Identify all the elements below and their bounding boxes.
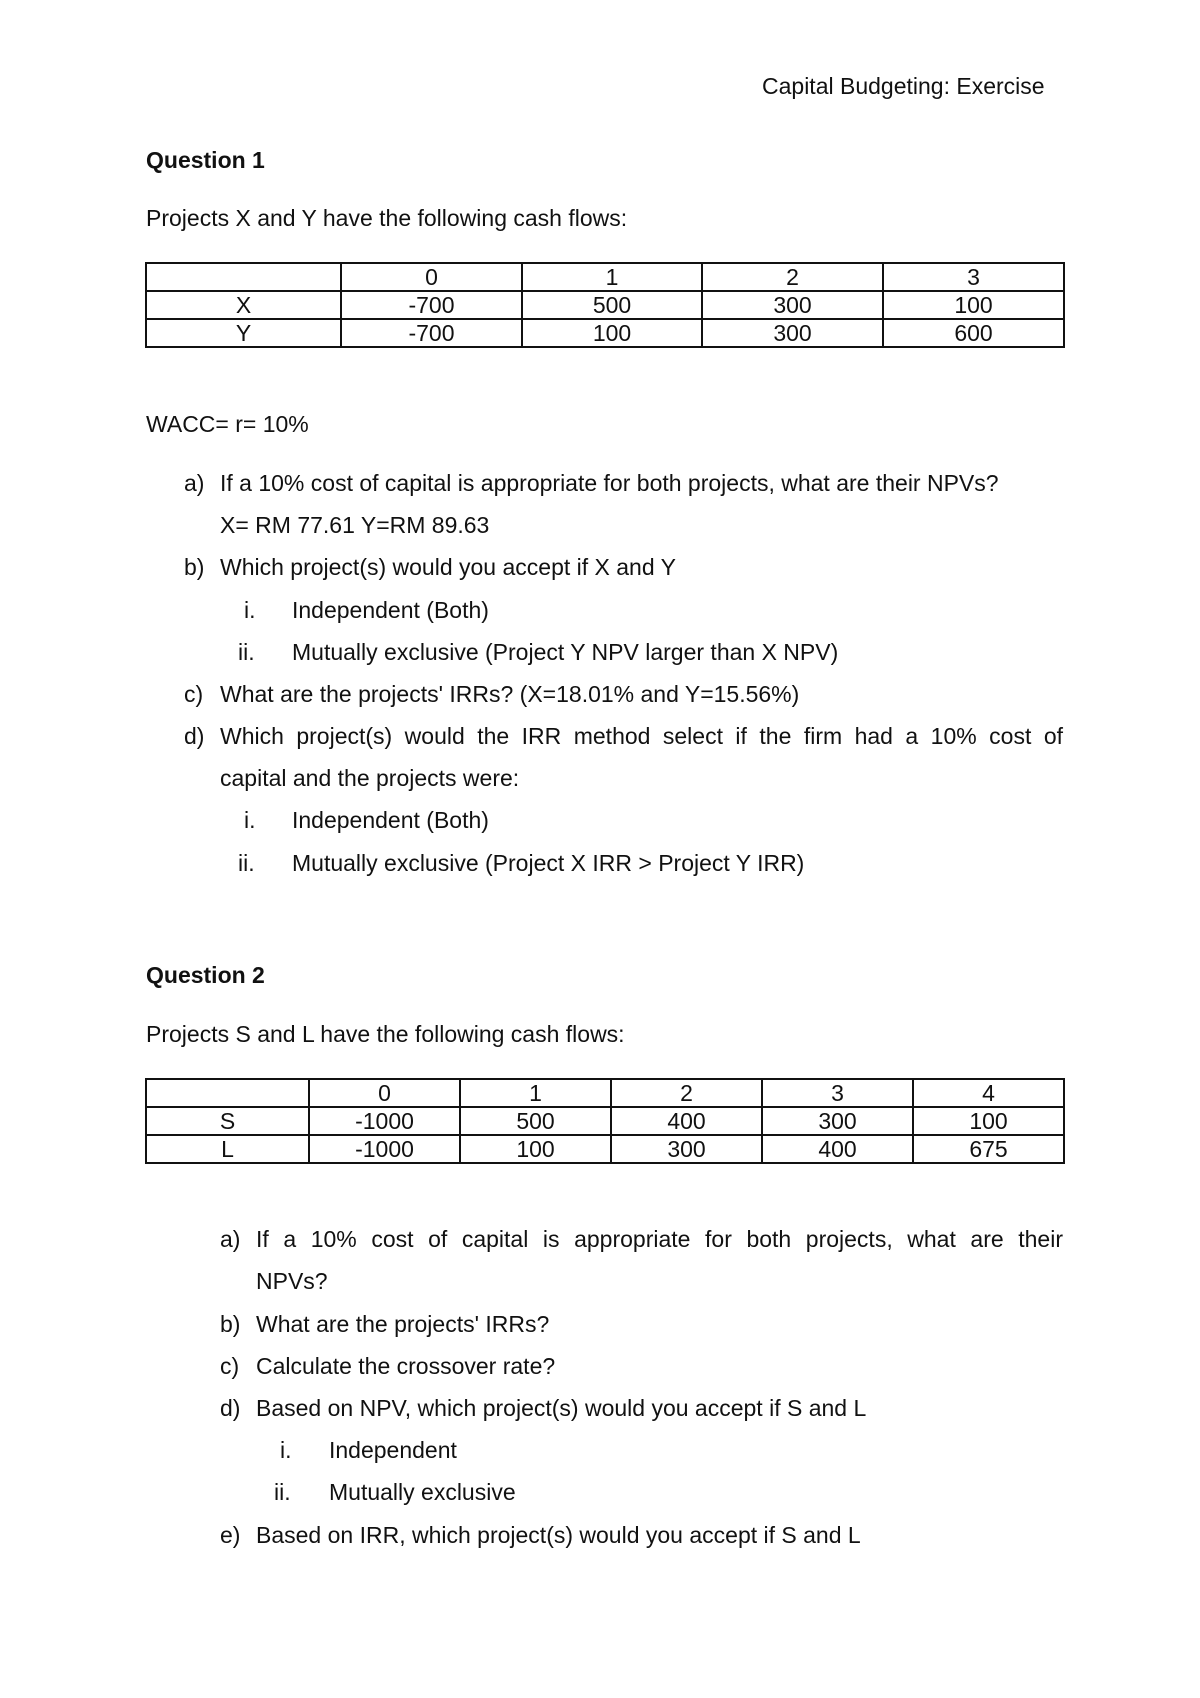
q1-d-ii-text: Mutually exclusive (Project X IRR > Project Y IRR) — [292, 850, 805, 876]
table-cell: 500 — [522, 291, 702, 319]
table-cell: 100 — [522, 319, 702, 347]
table-row — [146, 291, 1064, 319]
q2-intro: Projects S and L have the following cash flows: — [146, 1021, 625, 1047]
q1-a-answer: X= RM 77.61 Y=RM 89.63 — [220, 512, 490, 538]
q2-c-label: c) — [220, 1353, 240, 1379]
q1-b-i-label: i. — [244, 597, 256, 623]
q1-wacc: WACC= r= 10% — [146, 411, 309, 437]
table-cell: 675 — [913, 1135, 1064, 1163]
table-cell — [146, 263, 341, 291]
q1-a-text: If a 10% cost of capital is appropriate for both projects, what are their NPVs? — [220, 470, 999, 496]
q2-d-ii-text: Mutually exclusive — [329, 1479, 516, 1505]
q1-d-ii-label: ii. — [238, 850, 255, 876]
q2-a-label: a) — [220, 1226, 241, 1252]
q2-d-label: d) — [220, 1395, 241, 1421]
table-cell: 400 — [611, 1107, 762, 1135]
table-cell — [146, 1079, 309, 1107]
q1-b-text: Which project(s) would you accept if X and Y — [220, 554, 676, 580]
table-cell: X — [146, 291, 341, 319]
q1-d-i-label: i. — [244, 807, 256, 833]
q2-b-label: b) — [220, 1311, 241, 1337]
page-header-title: Capital Budgeting: Exercise — [762, 73, 1045, 99]
table-cell: 4 — [913, 1079, 1064, 1107]
table-cell: 0 — [309, 1079, 460, 1107]
q2-d-i-label: i. — [280, 1437, 292, 1463]
table-cell: 100 — [913, 1107, 1064, 1135]
table-cell: 0 — [341, 263, 522, 291]
q2-a-text-line1: If a 10% cost of capital is appropriate for both projects, what are their — [256, 1226, 1063, 1252]
table-cell: 1 — [522, 263, 702, 291]
table-cell: 300 — [611, 1135, 762, 1163]
q2-cashflow-table — [145, 1078, 1065, 1164]
table-row — [146, 319, 1064, 347]
table-cell: S — [146, 1107, 309, 1135]
q1-intro: Projects X and Y have the following cash flows: — [146, 205, 628, 231]
table-cell: 400 — [762, 1135, 913, 1163]
q2-e-text: Based on IRR, which project(s) would you accept if S and L — [256, 1522, 861, 1548]
table-header-row — [146, 1079, 1064, 1107]
table-cell: 300 — [702, 319, 883, 347]
table-header-row — [146, 263, 1064, 291]
q1-heading: Question 1 — [146, 147, 265, 173]
q2-d-ii-label: ii. — [274, 1479, 291, 1505]
table-cell: 100 — [460, 1135, 611, 1163]
table-cell: -1000 — [309, 1135, 460, 1163]
q2-d-text: Based on NPV, which project(s) would you accept if S and L — [256, 1395, 867, 1421]
q1-d-i-text: Independent (Both) — [292, 807, 489, 833]
table-cell: 600 — [883, 319, 1064, 347]
q2-c-text: Calculate the crossover rate? — [256, 1353, 556, 1379]
q1-b-ii-text: Mutually exclusive (Project Y NPV larger than X NPV) — [292, 639, 839, 665]
q1-c-label: c) — [184, 681, 204, 707]
q1-b-label: b) — [184, 554, 205, 580]
q2-b-text: What are the projects' IRRs? — [256, 1311, 550, 1337]
table-cell: L — [146, 1135, 309, 1163]
q1-d-text-line1: Which project(s) would the IRR method select if the firm had a 10% cost of — [220, 723, 1063, 749]
table-cell: 3 — [762, 1079, 913, 1107]
q2-heading: Question 2 — [146, 962, 265, 988]
table-cell: Y — [146, 319, 341, 347]
table-cell: 2 — [611, 1079, 762, 1107]
q2-a-text-line2: NPVs? — [256, 1268, 328, 1294]
table-cell: 3 — [883, 263, 1064, 291]
table-cell: 300 — [762, 1107, 913, 1135]
table-row — [146, 1135, 1064, 1163]
table-cell: 2 — [702, 263, 883, 291]
q1-a-label: a) — [184, 470, 205, 496]
q1-d-text-line2: capital and the projects were: — [220, 765, 520, 791]
q2-e-label: e) — [220, 1522, 241, 1548]
table-cell: 1 — [460, 1079, 611, 1107]
table-cell: 300 — [702, 291, 883, 319]
table-cell: -1000 — [309, 1107, 460, 1135]
table-row — [146, 1107, 1064, 1135]
q1-b-ii-label: ii. — [238, 639, 255, 665]
table-cell: -700 — [341, 291, 522, 319]
table-cell: 500 — [460, 1107, 611, 1135]
q1-c-text: What are the projects' IRRs? (X=18.01% and Y=15.56%) — [220, 681, 800, 707]
q2-d-i-text: Independent — [329, 1437, 457, 1463]
q1-cashflow-table — [145, 262, 1065, 348]
q1-b-i-text: Independent (Both) — [292, 597, 489, 623]
q1-d-label: d) — [184, 723, 205, 749]
table-cell: 100 — [883, 291, 1064, 319]
table-cell: -700 — [341, 319, 522, 347]
